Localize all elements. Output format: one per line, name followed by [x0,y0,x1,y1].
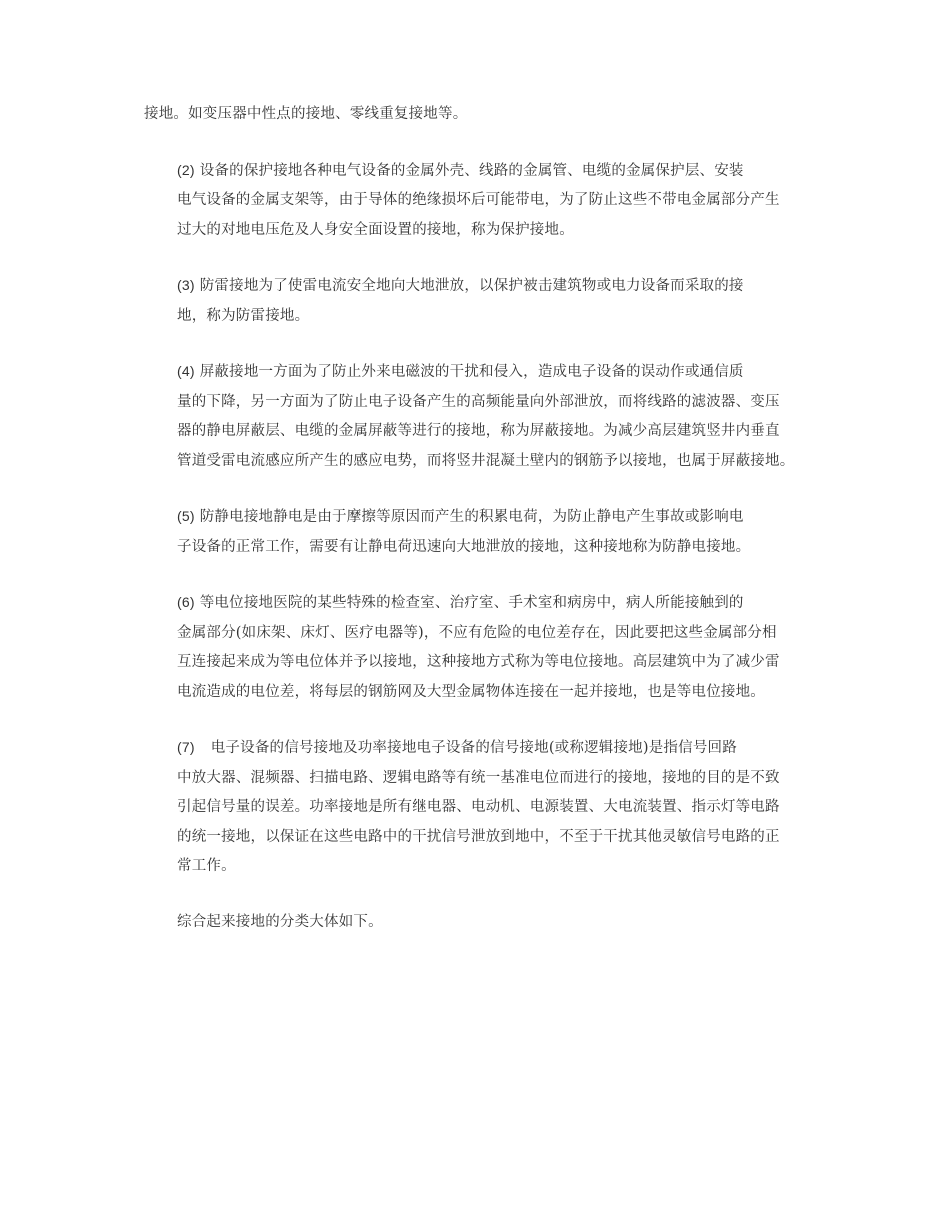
text-line: 子设备的正常工作，需要有让静电荷迅速向大地泄放的接地，这种接地称为防静电接地。 [177,538,751,555]
paragraph-equipotential-grounding [144,588,834,707]
text-line: 电流造成的电位差，将每层的钢筋网及大型金属物体连接在一起并接地，也是等电位接地。 [177,683,765,700]
paragraph-lightning-grounding [144,271,834,331]
text-line [144,156,834,187]
text-line-content: 电子设备的信号接地及功率接地电子设备的信号接地(或称逻辑接地)是指信号回路 [210,740,737,756]
paragraph-protective-grounding [144,156,834,246]
text-line: 电气设备的金属支架等，由于导体的绝缘损坏后可能带电，为了防止这些不带电金属部分产生 [177,192,780,208]
text-line: 量的下降，另一方面为了防止电子设备产生的高频能量向外部泄放，而将线路的滤波器、变压 [177,393,780,410]
text-line: 器的静电屏蔽层、电缆的金属屏蔽等进行的接地，称为屏蔽接地。为减少高层建筑竖井内垂直 [177,423,780,439]
paragraph-number: (4) [177,363,195,379]
text-line: 互连接起来成为等电位体并予以接地，这种接地方式称为等电位接地。高层建筑中为了减少雷 [177,654,780,670]
text-line: 的统一接地，以保证在这些电路中的干扰信号泄放到地中，不至于干扰其他灵敏信号电路的正 [177,828,780,845]
text-line: 地，称为防雷接地。 [177,307,310,324]
paragraph-number: (2) [177,161,195,178]
text-line: 中放大器、混频器、扫描电路、逻辑电路等有统一基准电位而进行的接地，接地的目的是不致 [177,769,780,786]
paragraph-shield-grounding [144,357,834,476]
document-body [144,100,834,963]
text-line-content: 屏蔽接地一方面为了防止外来电磁波的干扰和侵入，造成电子设备的误动作或通信质 [199,364,744,380]
text-line-content: 防雷接地为了使雷电流安全地向大地泄放，以保护被击建筑物或电力设备而采取的接 [199,278,744,294]
text-line [144,588,834,619]
text-line: 综合起来接地的分类大体如下。 [177,913,383,930]
text-line-content: 设备的保护接地各种电气设备的金属外壳、线路的金属管、电缆的金属保护层、安装 [199,162,744,179]
paragraph-signal-power-grounding [144,733,834,882]
paragraph-number: (3) [177,277,195,293]
text-line [144,733,834,764]
text-line-content: 防静电接地静电是由于摩擦等原因而产生的积累电荷，为防止静电产生事故或影响电 [199,509,744,525]
paragraph-number: (6) [177,594,195,610]
paragraph-antistatic-grounding [144,502,834,562]
text-line: 引起信号量的误差。功率接地是所有继电器、电动机、电源装置、大电流装置、指示灯等电路 [177,799,780,815]
text-line: 金属部分(如床架、床灯、医疗电器等)，不应有危险的电位差存在，因此要把这些金属部分相 [177,624,777,641]
text-line [144,271,834,302]
text-line-content: 等电位接地医院的某些特殊的检查室、治疗室、手术室和病房中，病人所能接触到的 [199,595,744,611]
paragraph-summary [144,908,834,938]
text-line: 常工作。 [177,858,236,874]
paragraph-1-continuation [144,100,834,130]
text-line: 接地。如变压器中性点的接地、零线重复接地等。 [144,106,468,122]
text-line [144,357,834,388]
text-line [144,502,834,533]
paragraph-number: (7) [177,739,195,755]
paragraph-number: (5) [177,508,195,524]
text-line: 管道受雷电流感应所产生的感应电势，而将竖井混凝土壁内的钢筋予以接地，也属于屏蔽接地。 [177,452,795,469]
text-line: 过大的对地电压危及人身安全面设置的接地，称为保护接地。 [177,221,574,238]
